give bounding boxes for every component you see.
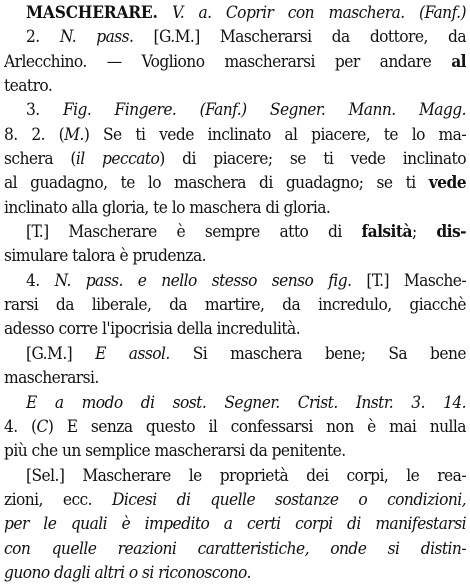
entry-line (4, 537, 466, 561)
entry-line (4, 464, 466, 488)
text-run: [T.] Mascherare è sempre atto di (26, 222, 362, 243)
italic-run: guono dagli altri o si riconoscono. (4, 562, 251, 583)
italic-run: Dicesi di quelle sostanze o condizioni, (111, 489, 466, 510)
entry-line (4, 123, 466, 147)
text-run (158, 3, 172, 23)
text-run: Arlecchino. — Vogliono mascherarsi per andare (4, 51, 452, 72)
text-run: adesso corre l'ipocrisia della incredulità. (4, 319, 301, 340)
entry-line (4, 220, 466, 244)
headword: MASCHERARE. (26, 3, 158, 23)
entry-line (4, 269, 466, 293)
text-run: ) Se ti vede inclinato al piacere, te lo ma- (83, 124, 466, 145)
text-run: teatro. (4, 76, 53, 97)
bold-run: al (451, 51, 466, 72)
entry-line (4, 25, 466, 49)
text-run: 3. (26, 100, 63, 121)
italic-run: V. a. Coprir con maschera. (Fanf.) (172, 3, 466, 23)
text-run: [T.] Masche- (351, 270, 466, 291)
entry-line (4, 74, 466, 98)
bold-run: falsità (361, 222, 412, 243)
entry-line (4, 196, 466, 220)
text-run: [Sel.] Mascherare le proprietà dei corpi, le rea- (26, 465, 466, 486)
italic-run: E assol. (95, 343, 170, 364)
italic-run: Fig. Fingere. (Fanf.) Segner. Mann. Magg. (62, 100, 466, 121)
entry-line (4, 342, 466, 366)
bold-run: vede (428, 173, 466, 194)
text-run: ) di piacere; se ti vede inclinato (159, 149, 466, 170)
text-run: zioni, ecc. (4, 489, 112, 510)
entry-line (4, 98, 466, 122)
text-run: più che un semplice mascherarsi da penitente. (4, 441, 346, 462)
text-run: 4. ( (4, 416, 37, 437)
text-run: [G.M.] (26, 343, 96, 364)
entry-line (4, 317, 466, 341)
italic-run: N. pass. (59, 27, 134, 48)
entry-line (4, 147, 466, 171)
text-run: rarsi da liberale, da martire, da incredulo, giacchè (4, 295, 466, 316)
text-run: ; (411, 222, 437, 243)
text-run: Si maschera bene; Sa bene (169, 343, 466, 364)
entry-line (4, 439, 466, 463)
italic-run: C (36, 416, 48, 437)
text-run: al guadagno, te lo maschera di guadagno; se ti (4, 173, 429, 194)
entry-line (4, 50, 466, 74)
entry-line (4, 293, 466, 317)
text-run: simulare talora è prudenza. (4, 246, 207, 267)
text-run: [G.M.] Mascherarsi da dottore, da (133, 27, 466, 48)
bold-run: dis- (436, 222, 466, 243)
entry-line (4, 415, 466, 439)
italic-run: con quelle reazioni caratteristiche, onde si distin- (4, 538, 466, 559)
text-run: inclinato alla gloria, te lo maschera di gloria. (4, 197, 331, 218)
text-run: 2. (26, 27, 60, 48)
entry-line (4, 1, 466, 25)
text-run: 8. 2. ( (4, 124, 65, 145)
entry-line (4, 512, 466, 536)
entry-line (4, 488, 466, 512)
text-run: mascherarsi. (4, 368, 99, 389)
text-run: ) E senza questo il confessarsi non è mai nulla (47, 416, 466, 437)
entry-line (4, 366, 466, 390)
italic-run: M. (64, 124, 84, 145)
italic-run: per le quali è impedito a certi corpi di manifestarsi (4, 514, 466, 535)
text-run: schera ( (4, 149, 76, 170)
italic-run: E a modo di sost. Segner. Crist. Instr. 3. 14. (26, 392, 466, 413)
entry-line (4, 244, 466, 268)
italic-run: il peccato (75, 149, 160, 170)
italic-run: N. pass. e nello stesso senso fig. (54, 270, 352, 291)
entry-line (4, 171, 466, 195)
entry-line (4, 391, 466, 415)
text-run: 4. (26, 270, 55, 291)
entry-line (4, 561, 466, 585)
